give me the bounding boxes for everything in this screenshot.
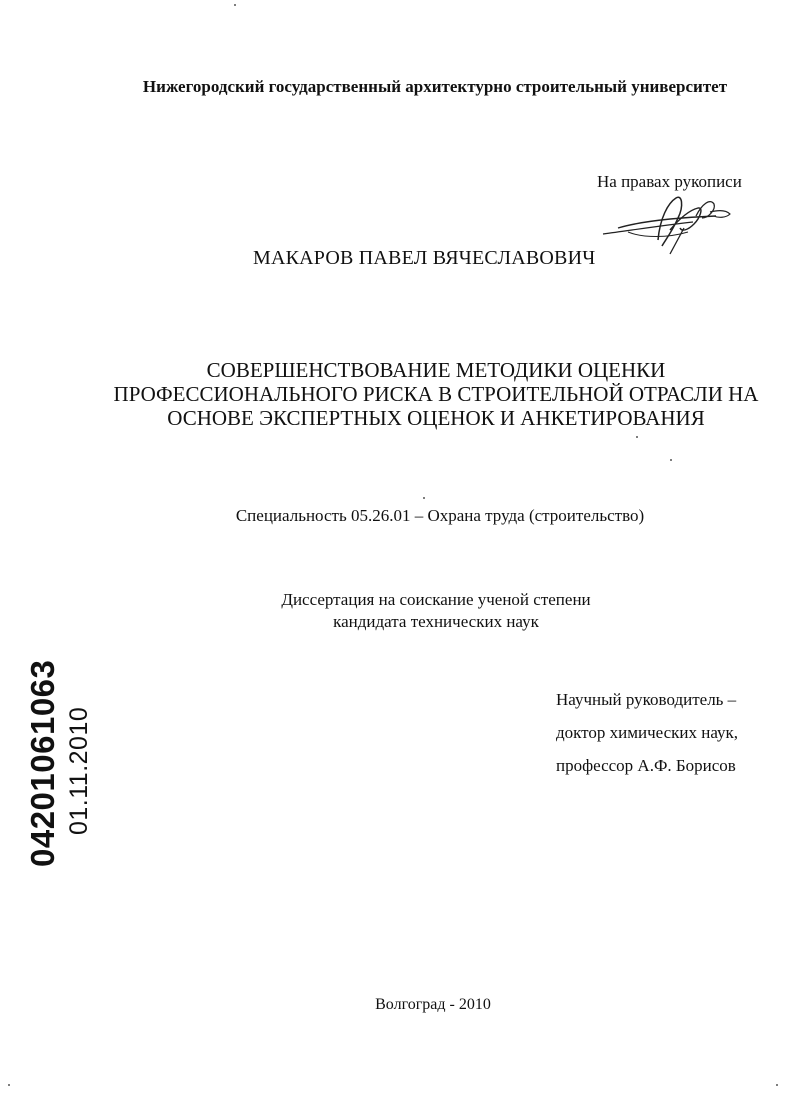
stamp-date: 01.11.2010 [65,706,93,835]
library-stamp [26,640,96,870]
scan-speck [636,436,638,438]
author-name: МАКАРОВ ПАВЕЛ ВЯЧЕСЛАВОВИЧ [253,247,596,269]
city-year: Волгоград - 2010 [375,996,491,1013]
stamp-number: 04201061063 [24,659,61,867]
university-name: Нижегородский государственный архитектурно строительный университет [142,77,728,96]
degree-line-1: Диссертация на соискание ученой степени [281,590,591,609]
dissertation-title: СОВЕРШЕНСТВОВАНИЕ МЕТОДИКИ ОЦЕНКИ ПРОФЕССИОНАЛЬНОГО РИСКА В СТРОИТЕЛЬНОЙ ОТРАСЛИ НА ОСНОВЕ ЭКСПЕРТНЫХ ОЦЕНОК И АНКЕТИРОВАНИЯ [113,358,759,430]
scan-speck [670,459,672,461]
scan-speck [776,1084,778,1086]
degree-line-2: кандидата технических наук [333,612,539,631]
specialty: Специальность 05.26.01 – Охрана труда (строительство) [235,506,645,525]
supervisor-line-1: Научный руководитель – [556,690,737,709]
manuscript-note: На правах рукописи [597,172,742,191]
supervisor-line-3: профессор А.Ф. Борисов [556,756,736,775]
scan-speck [234,4,236,6]
scan-speck [8,1084,10,1086]
dissertation-degree [186,589,686,633]
supervisor-line-2: доктор химических наук, [556,723,739,742]
signature-icon [598,188,748,258]
supervisor-block [556,683,738,782]
scan-speck [423,497,425,499]
